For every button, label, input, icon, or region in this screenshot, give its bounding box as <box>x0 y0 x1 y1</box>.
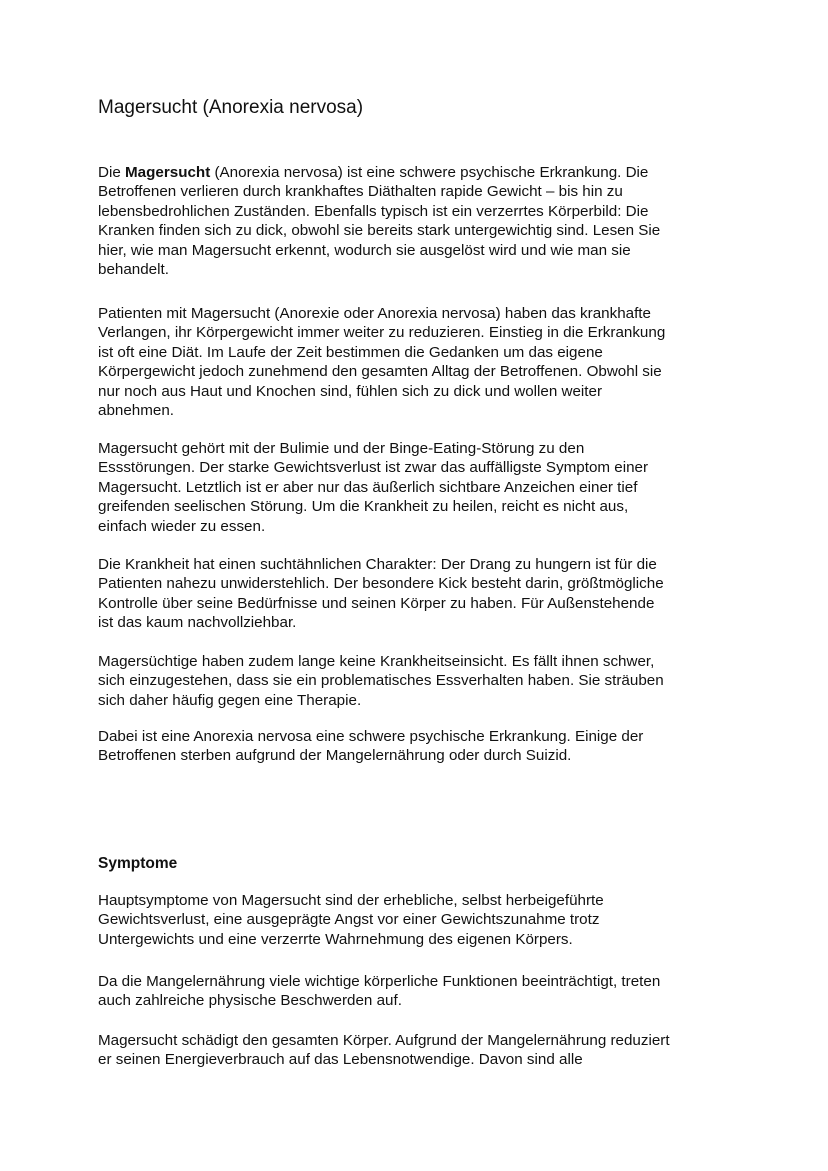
text-span: (Anorexia nervosa) ist eine schwere psychische Erkrankung. Die <box>210 164 649 181</box>
text-line: Magersüchtige haben zudem lange keine Krankheitseinsicht. Es fällt ihnen schwer, <box>98 653 655 670</box>
section-heading-symptome: Symptome <box>98 855 178 872</box>
text-line: auch zahlreiche physische Beschwerden auf. <box>98 992 402 1010</box>
text-line: ist das kaum nachvollziehbar. <box>98 614 297 632</box>
text-line: sich einzugestehen, dass sie ein problematisches Essverhalten haben. Sie sträuben <box>98 672 664 690</box>
text-line: hier, wie man Magersucht erkennt, wodurch sie ausgelöst wird und wie man sie <box>98 241 631 259</box>
text-span: Die <box>98 164 126 181</box>
text-line: Magersucht. Letztlich ist er aber nur das äußerlich sichtbare Anzeichen einer tief <box>98 478 638 496</box>
text-line: greifenden seelischen Störung. Um die Krankheit zu heilen, reicht es nicht aus, <box>98 498 629 516</box>
text-line: einfach wieder zu essen. <box>98 517 266 535</box>
text-line: Dabei ist eine Anorexia nervosa eine schwere psychische Erkrankung. Einige der <box>98 728 644 745</box>
bold-term: Magersucht <box>125 164 211 181</box>
text-line: Untergewichts und eine verzerrte Wahrnehmung des eigenen Körpers. <box>98 930 573 948</box>
text-line: Gewichtsverlust, eine ausgeprägte Angst vor einer Gewichtszunahme trotz <box>98 911 600 929</box>
text-line: Betroffenen sterben aufgrund der Mangelernährung oder durch Suizid. <box>98 747 572 765</box>
text-line: behandelt. <box>98 261 169 279</box>
text-line: ist oft eine Diät. Im Laufe der Zeit bestimmen die Gedanken um das eigene <box>98 343 603 361</box>
text-line: Magersucht schädigt den gesamten Körper. Aufgrund der Mangelernährung reduziert <box>98 1032 670 1049</box>
text-line: Kontrolle über seine Bedürfnisse und seinen Körper zu haben. Für Außenstehende <box>98 594 655 612</box>
symptome-paragraph <box>98 891 604 949</box>
text-line: Die Krankheit hat einen suchtähnlichen Charakter: Der Drang zu hungern ist für die <box>98 556 657 573</box>
text-line: Hauptsymptome von Magersucht sind der erhebliche, selbst herbeigeführte <box>98 892 604 909</box>
text-line: er seinen Energieverbrauch auf das Lebensnotwendige. Davon sind alle <box>98 1051 583 1069</box>
paragraph <box>98 555 664 633</box>
text-line: abnehmen. <box>98 402 174 420</box>
paragraph <box>98 727 643 766</box>
text-line: Kranken finden sich zu dick, obwohl sie bereits stark untergewichtig sind. Lesen Sie <box>98 222 661 240</box>
text-line: Patienten nahezu unwiderstehlich. Der besondere Kick besteht darin, größtmögliche <box>98 575 664 593</box>
text-line: lebensbedrohlichen Zuständen. Ebenfalls typisch ist ein verzerrtes Körperbild: Die <box>98 202 649 220</box>
paragraph <box>98 304 665 420</box>
text-line: Verlangen, ihr Körpergewicht immer weiter zu reduzieren. Einstieg in die Erkrankung <box>98 324 666 342</box>
symptome-paragraph <box>98 972 660 1011</box>
text-line: Betroffenen verlieren durch krankhaftes Diäthalten rapide Gewicht – bis hin zu <box>98 183 623 201</box>
text-line: sich daher häufig gegen eine Therapie. <box>98 691 362 709</box>
text-line: Körpergewicht jedoch zunehmend den gesamten Alltag der Betroffenen. Obwohl sie <box>98 363 662 381</box>
symptome-paragraph <box>98 1031 670 1070</box>
text-line: Da die Mangelernährung viele wichtige körperliche Funktionen beeinträchtigt, treten <box>98 973 661 990</box>
text-line <box>98 163 660 182</box>
text-line: Patienten mit Magersucht (Anorexie oder Anorexia nervosa) haben das krankhafte <box>98 305 651 322</box>
intro-paragraph <box>98 163 660 279</box>
text-line: Essstörungen. Der starke Gewichtsverlust ist zwar das auffälligste Symptom einer <box>98 459 649 477</box>
paragraph <box>98 439 648 536</box>
text-line: Magersucht gehört mit der Bulimie und der Binge-Eating-Störung zu den <box>98 440 585 457</box>
document-title: Magersucht (Anorexia nervosa) <box>98 97 364 118</box>
text-line: nur noch aus Haut und Knochen sind, fühlen sich zu dick und wollen weiter <box>98 382 603 400</box>
paragraph <box>98 652 664 710</box>
